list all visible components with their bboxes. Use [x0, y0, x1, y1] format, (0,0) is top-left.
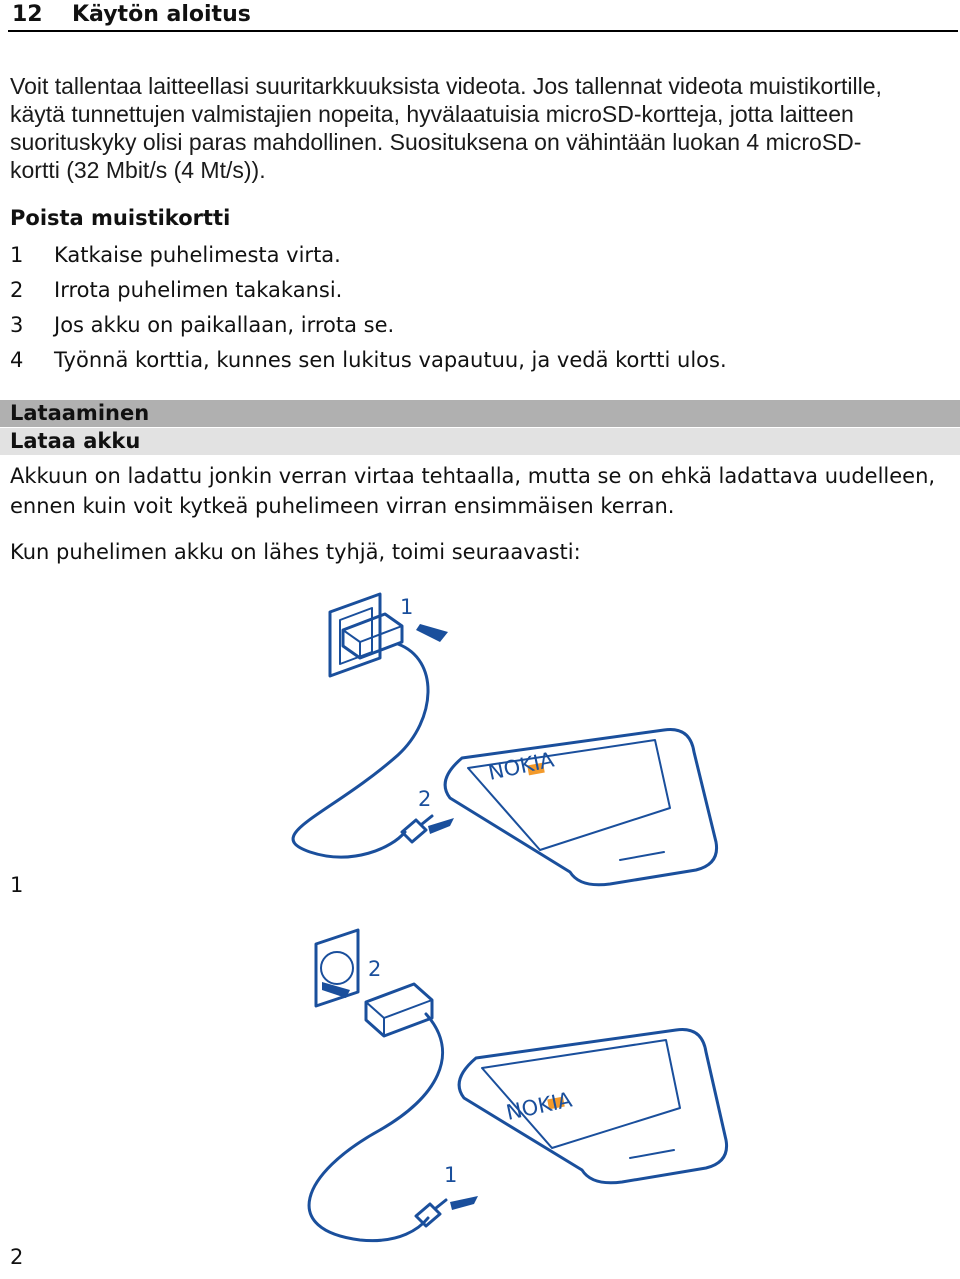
figure-1-illustration — [0, 580, 960, 910]
arrow-icon — [428, 818, 454, 834]
charger-cable — [309, 1014, 442, 1241]
section-title: Lataaminen — [10, 401, 150, 425]
phone-icon — [445, 729, 716, 884]
charger-plug-icon — [366, 984, 432, 1036]
callout-number: 1 — [400, 595, 414, 619]
page-number: 12 — [12, 2, 43, 27]
charging-lead: Kun puhelimen akku on lähes tyhjä, toimi seuraavasti: — [10, 540, 581, 564]
figure-number: 1 — [10, 873, 24, 897]
remove-card-heading: Poista muistikortti — [10, 206, 231, 230]
step-item: 2 Irrota puhelimen takakansi. — [10, 278, 343, 302]
callout-number: 2 — [418, 787, 432, 811]
charging-paragraph: Akkuun on ladattu jonkin verran virtaa tehtaalla, mutta se on ehkä ladattava uudelleen, ennen kuin voit kytkeä puhelimeen virran ensimmäisen kerran. — [10, 464, 936, 518]
chapter-title: Käytön aloitus — [72, 2, 251, 27]
usb-connector-icon — [402, 816, 432, 842]
callout-number: 2 — [368, 957, 382, 981]
page-header — [8, 0, 958, 32]
usb-connector-icon — [416, 1200, 446, 1226]
wall-socket-icon — [330, 594, 380, 676]
arrow-icon — [450, 1196, 478, 1210]
callout-number: 1 — [444, 1163, 458, 1187]
intro-paragraph: Voit tallentaa laitteellasi suuritarkkuuksista videota. Jos tallennat videota muistikortille, käytä tunnettujen valmistajien nopeita, hyvälaatuisia microSD-kortteja, jotta laitteen suorituskyky olisi paras mahdollinen. Suosituksena on vähintään luokan 4 microSD-kortti (32 Mbit/s (4 Mt/s)). — [10, 73, 882, 183]
step-item: 1 Katkaise puhelimesta virta. — [10, 243, 341, 267]
subsection-title: Lataa akku — [10, 429, 141, 453]
phone-brand: NOKIA — [486, 747, 557, 785]
arrow-icon — [416, 624, 448, 642]
phone-brand: NOKIA — [504, 1087, 575, 1125]
remove-card-steps — [10, 238, 727, 378]
section-bar — [0, 400, 960, 427]
phone-icon — [459, 910, 726, 1270]
step-item: 4 Työnnä korttia, kunnes sen lukitus vapautuu, ja vedä kortti ulos. — [10, 348, 727, 372]
figure-2-illustration — [0, 910, 960, 1270]
figure-number: 2 — [10, 1245, 24, 1269]
step-item: 3 Jos akku on paikallaan, irrota se. — [10, 313, 395, 337]
subsection-bar — [0, 428, 960, 455]
